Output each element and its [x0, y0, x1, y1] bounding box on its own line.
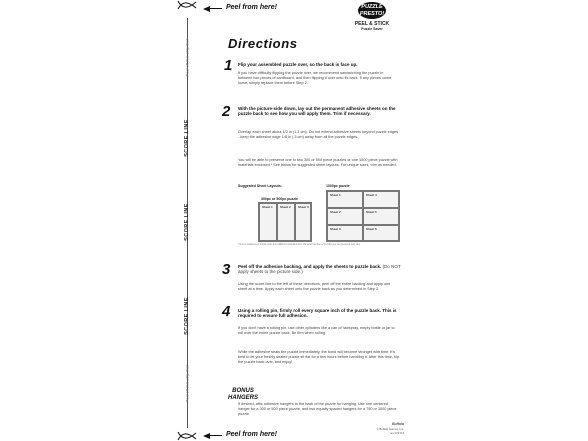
page-title: Directions — [228, 36, 298, 51]
scissors-icon — [174, 0, 200, 10]
brand-logo: Buffalo — [392, 422, 404, 426]
step-paragraph: If you have difficulty flipping the puzzle over, we recommend sandwiching the puzzle in between two pieces of cardboard, and then flipping it over onto its back. If any pieces come loose, simply replace them before Step 2. — [238, 71, 392, 85]
step-paragraph: If you don't have a rolling pin, use other cylinders like a can of hairspray, empty bottle or jar to roll over the entire puzzle back. Be firm when rolling. — [238, 326, 395, 335]
step-paragraph: Overlap each sheet about 1/2 in (1.3 cm). Do not extend adhesive sheets beyond puzzle edges - keep the adhesive edge 1/8 in (.3 cm) away from all the puzzle edges. — [238, 130, 398, 139]
step-number: 2 — [222, 103, 231, 120]
puzzle-presto-logo — [352, 2, 392, 40]
sheet-cell: Sheet 4 — [363, 191, 399, 208]
sheet-cell: Sheet 3 — [295, 203, 311, 241]
score-line-label: SCORE LINE — [184, 297, 190, 335]
logo-subtitle: PEEL & STICK — [354, 21, 390, 27]
small-layout-label: 300pc or 500pc puzzle — [261, 197, 298, 201]
sheet-cell: Sheet 1 — [327, 191, 363, 208]
layouts-footnote: * Due to variances in puzzle sizes from different manufacturers, the exact number of puzzles you can preserve may vary. — [238, 244, 361, 246]
sheet-cell: Sheet 2 — [327, 208, 363, 225]
step-number: 3 — [222, 261, 231, 278]
arrow-left-icon — [203, 6, 210, 12]
step-heading: Using a rolling pin, firmly roll every square inch of the puzzle back. This is required to ensure full adhesion. — [238, 308, 397, 319]
tear-instruction-top: Peel off this strip first — [184, 39, 190, 77]
arrow-left-icon — [203, 433, 210, 439]
arrow-line — [208, 435, 222, 436]
revision-code: rev 022713 — [390, 431, 404, 435]
arrow-line — [208, 8, 222, 9]
copyright: © Buffalo Games, Inc. — [376, 427, 404, 431]
bonus-text: If desired, affix adhesive hangers to the back of the puzzle for hanging. Use one centered hanger for a 300 or 500 piece puzzle, and two equally spaced hangers for a 750 or 1000 piece puzzle. — [238, 402, 397, 416]
logo-line2: PRESTO! — [359, 11, 385, 17]
peel-here-bottom[interactable]: Peel from here! — [226, 431, 277, 438]
bonus-title-line2: HANGERS — [228, 394, 259, 401]
score-line-label: SCORE LINE — [184, 203, 190, 241]
peel-strip[interactable] — [172, 6, 202, 438]
logo-subtitle-2: Puzzle Saver — [361, 27, 383, 31]
step-paragraph: You will be able to preserve one to two 300 or 500 piece puzzles or one 1000 piece puzzle with materials enclosed.* See below for suggested sheet layouts. For unique sizes, trim as needed. — [238, 158, 398, 167]
sheet-cell: Sheet 3 — [327, 225, 363, 241]
step-heading — [238, 264, 406, 275]
step-paragraph: While the adhesive seals the puzzle immediately, the bond will become stronger with time. It's best to let your freshly sealed puzzle sit flat for a few hours before handling it. After this time, flip the puzzle back over, and enjoy! — [238, 350, 399, 364]
step-number: 4 — [222, 303, 231, 320]
score-line-label: SCORE LINE — [184, 119, 190, 157]
step-heading: Flip your assembled puzzle over, so the back is face up. — [238, 62, 358, 67]
tear-instruction-bottom: Peel off this strip first — [184, 365, 190, 403]
sheet-cell: Sheet 6 — [363, 225, 399, 241]
large-layout-label: 1000pc puzzle — [326, 184, 350, 188]
sheet-cell: Sheet 5 — [363, 208, 399, 225]
scissors-icon — [174, 431, 200, 441]
step-heading: With the picture-side down, lay out the permanent adhesive sheets on the puzzle back to see how you will apply them. Trim if necessary. — [238, 106, 396, 117]
peel-here-top[interactable]: Peel from here! — [226, 4, 277, 11]
step-heading-tail: (Do NOT apply sheets to the picture side.) — [238, 264, 401, 275]
bonus-title-line1: BONUS — [232, 388, 254, 394]
bonus-hangers-title — [228, 388, 258, 401]
step-heading-main: Peel off the adhesive backing, and apply the sheets to puzzle back. — [238, 264, 382, 269]
sheet-cell: Sheet 1 — [259, 203, 277, 241]
large-puzzle-layout — [326, 190, 400, 242]
small-puzzle-layout — [258, 202, 312, 242]
layouts-label: Suggested Sheet Layouts: — [238, 184, 282, 188]
logo-badge — [358, 2, 386, 19]
logo-line1: PUZZLE — [361, 4, 383, 10]
step-paragraph: Using the score line to the left of these directions, peel off the entire backing and apply one sheet at a time. Apply each sheet onto the puzzle back as you determined in Step 2. — [238, 282, 391, 291]
step-number: 1 — [224, 57, 233, 74]
sheet-cell: Sheet 2 — [277, 203, 295, 241]
